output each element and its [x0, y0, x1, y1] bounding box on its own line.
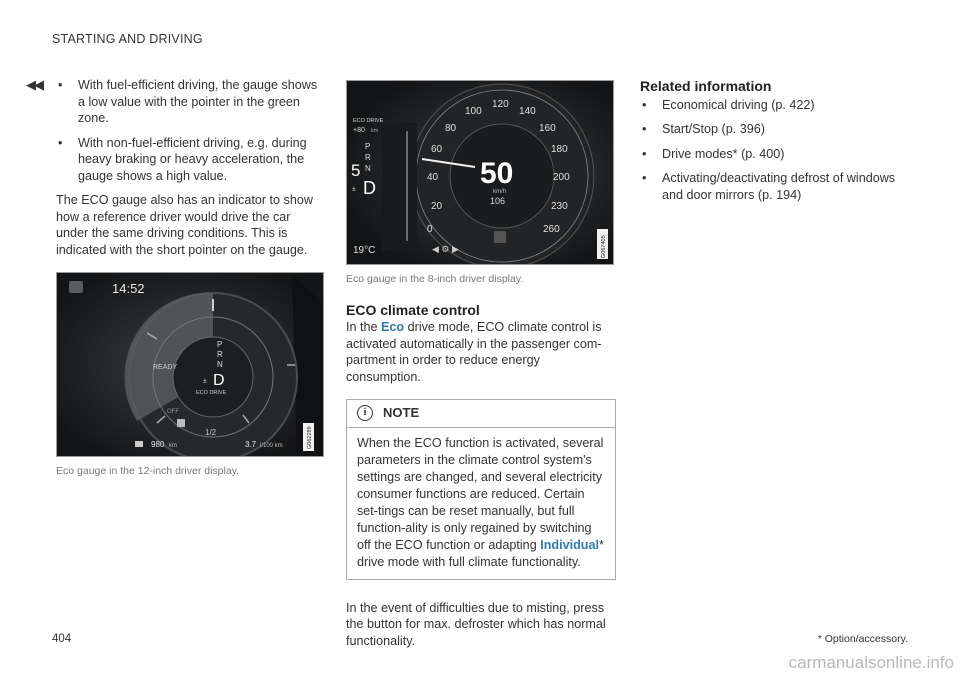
ready-label: READY [153, 364, 178, 371]
note-body: When the ECO function is activated, several parameters in the climate control system's settings are changed, and several electricity consumer functions are reduced. Certain set-tings can be reset manually, but full function-ality is only regained by switching off the ECO function or adapting Individual* drive mode with full climate functionality. [357, 435, 604, 569]
tick-label: 0 [427, 224, 433, 235]
tick-label: 20 [431, 201, 443, 212]
off-label: OFF [167, 409, 179, 415]
speed-value: 50 [480, 157, 514, 190]
tick-label: 230 [551, 201, 568, 212]
list-item: • With non-fuel-efficient driving, e.g. during heavy braking or heavy acceleration, the gauge shows a high value. [58, 135, 307, 183]
voice-control-icon: ◀ ⚙ ▶ [432, 244, 459, 254]
plusminus-label: ± [352, 186, 356, 193]
section-header: STARTING AND DRIVING [52, 32, 203, 46]
related-link[interactable]: • Drive modes* (p. 400) [642, 146, 785, 161]
odometer-value: 106 [490, 196, 506, 206]
info-icon: i [357, 405, 373, 421]
gear-n: N [365, 164, 371, 173]
tick-label: 80 [445, 123, 457, 134]
eco-unit: km [371, 128, 379, 134]
plusminus-label: ± [203, 378, 207, 385]
figure-caption: Eco gauge in the 12-inch driver display. [56, 465, 240, 477]
clock-time: 14:52 [112, 281, 145, 296]
gear-p: P [217, 340, 223, 349]
speed-unit: km/h [493, 189, 507, 195]
tick-label: 200 [553, 172, 570, 183]
column-1 [56, 77, 324, 480]
consumption-value: 3.7 [245, 440, 257, 449]
related-link[interactable]: • Start/Stop (p. 396) [642, 122, 765, 136]
gear-d: D [363, 178, 376, 198]
column-2 [346, 80, 616, 663]
figure-caption: Eco gauge in the 8-inch driver display. [346, 273, 524, 285]
related-link[interactable]: • Activating/deactivating defrost of windows and door mirrors (p. 194) [642, 171, 896, 202]
section-heading: ECO climate control [346, 301, 480, 318]
range-fuel-icon [135, 441, 143, 447]
tick-label: 40 [427, 172, 439, 183]
range-unit: km [169, 443, 177, 449]
eco-value: +80 [353, 127, 365, 134]
half-label: 1/2 [205, 428, 217, 437]
fuel-pump-icon [177, 419, 185, 427]
consumption-unit: l/100 km [260, 443, 283, 449]
body-paragraph: In the Eco drive mode, ECO climate control is activated automatically in the passenger com-partment in order to reduce energy consumption. [346, 320, 602, 384]
tick-label: 160 [539, 123, 556, 134]
menu-icon [69, 281, 83, 293]
tick-label: 140 [519, 106, 536, 117]
gear-r: R [365, 153, 371, 162]
note-header [347, 400, 615, 428]
tick-label: 120 [492, 99, 509, 110]
related-link[interactable]: • Economical driving (p. 422) [642, 97, 815, 112]
figure-code: G067405 [601, 235, 607, 258]
range-value: 980 [151, 440, 165, 449]
gear-number: 5 [351, 161, 361, 180]
note-box [346, 399, 616, 580]
page-number: 404 [52, 633, 72, 645]
gear-d: D [213, 372, 225, 389]
menu-icon [494, 231, 506, 243]
related-information-heading: Related information [640, 78, 772, 94]
watermark: carmanualsonline.info [788, 653, 954, 672]
column-3 [640, 78, 910, 211]
eco-gauge-8-inch-image [346, 80, 614, 265]
body-paragraph: The ECO gauge also has an indicator to show how a reference driver would drive the car under the same driving conditions. This is indicated with the short pointer on the gauge. [56, 193, 313, 257]
tick-label: 100 [465, 106, 482, 117]
body-paragraph: In the event of difficulties due to misting, press the button for max. defroster which has normal functionality. [346, 600, 606, 648]
eco-drive-label: ECO DRIVE [196, 390, 227, 396]
note-title: NOTE [383, 405, 420, 420]
gear-r: R [217, 350, 223, 359]
eco-drive-label: ECO DRIVE [353, 118, 384, 124]
footnote: * Option/accessory. [817, 633, 908, 645]
eco-gauge-12-inch-image [56, 272, 324, 457]
previous-page-icon[interactable]: ◀◀ [26, 77, 42, 92]
figure-code: G062289 [307, 426, 313, 449]
gear-n: N [217, 360, 223, 369]
gear-p: P [365, 142, 371, 151]
tick-label: 60 [431, 144, 443, 155]
list-item: • With fuel-efficient driving, the gauge shows a low value with the pointer in the green zone. [58, 78, 318, 125]
tick-label: 260 [543, 224, 560, 235]
outside-temperature: 19°C [353, 245, 376, 256]
tick-label: 180 [551, 144, 568, 155]
